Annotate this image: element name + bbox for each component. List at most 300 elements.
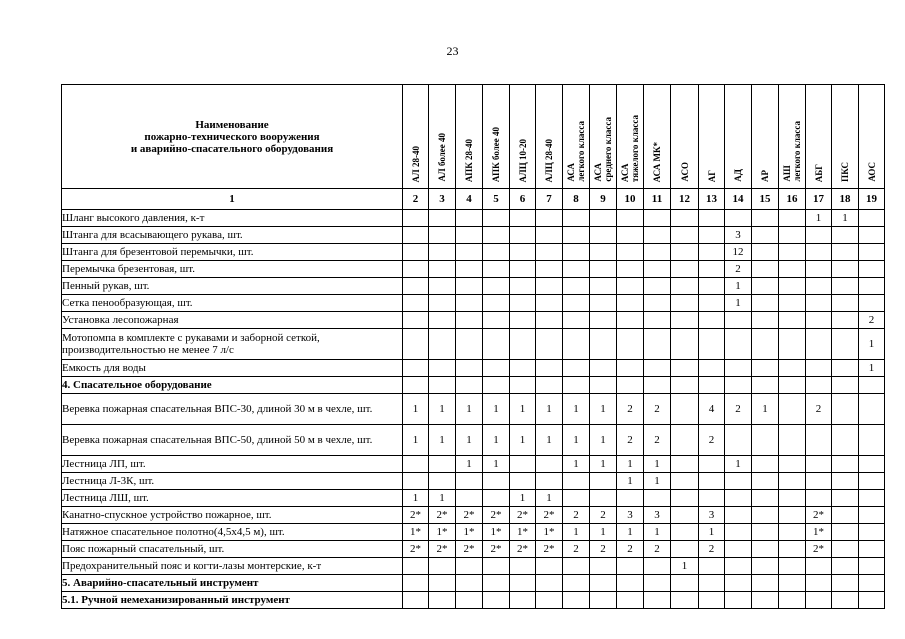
value-cell [806,456,832,473]
value-cell [752,425,779,456]
value-cell: 1* [429,524,456,541]
value-cell [859,541,885,558]
column-number: 8 [563,189,590,210]
value-cell [536,473,563,490]
value-cell [806,360,832,377]
value-cell [752,312,779,329]
row-name: Лестница Л-3К, шт. [62,473,403,490]
header-column-label [840,162,850,182]
value-cell: 3 [617,507,644,524]
value-cell [510,295,536,312]
value-cell [483,558,510,575]
table-row [62,524,885,541]
value-cell [617,261,644,278]
value-cell [563,377,590,394]
value-cell [644,210,671,227]
value-cell [483,295,510,312]
value-cell: 1 [617,524,644,541]
column-number: 18 [832,189,859,210]
value-cell [752,377,779,394]
value-cell [859,295,885,312]
row-name: Штанга для брезентовой перемычки, шт. [62,244,403,261]
value-cell [752,592,779,609]
value-cell [429,456,456,473]
value-cell: 1* [806,524,832,541]
value-cell: 2 [617,425,644,456]
value-cell: 1 [806,210,832,227]
value-cell [483,575,510,592]
value-cell [429,227,456,244]
value-cell [779,541,806,558]
column-number: 19 [859,189,885,210]
value-cell [779,456,806,473]
value-cell [403,227,429,244]
value-cell [483,360,510,377]
value-cell [779,558,806,575]
value-cell [671,377,699,394]
value-cell [779,227,806,244]
value-cell [752,507,779,524]
table-row [62,507,885,524]
value-cell [779,210,806,227]
header-column-label [814,164,824,182]
value-cell [429,278,456,295]
column-number: 9 [590,189,617,210]
header-column-line: АСА [566,163,576,182]
value-cell [832,575,859,592]
value-cell [699,210,725,227]
value-cell [671,592,699,609]
header-column-line: АЛЦ 10-20 [517,138,528,182]
value-cell [779,524,806,541]
value-cell [752,541,779,558]
value-cell: 2* [483,541,510,558]
header-column-line: АСА [620,163,630,182]
value-cell: 1* [510,524,536,541]
value-cell [699,558,725,575]
section-row [62,377,885,394]
value-cell: 1 [590,456,617,473]
value-cell [779,490,806,507]
value-cell: 2* [536,507,563,524]
row-name: Лестница ЛШ, шт. [62,490,403,507]
header-column-label [593,117,613,182]
value-cell: 1 [456,425,483,456]
value-cell [699,360,725,377]
value-cell [671,227,699,244]
value-cell [456,329,483,360]
value-cell [483,592,510,609]
value-cell [617,490,644,507]
header-column [725,85,752,189]
value-cell [671,473,699,490]
value-cell [832,227,859,244]
row-name: Пояс пожарный спасательный, шт. [62,541,403,558]
value-cell [779,329,806,360]
value-cell: 2 [563,541,590,558]
value-cell [859,490,885,507]
value-cell [617,278,644,295]
equipment-table [61,84,885,609]
value-cell [429,329,456,360]
value-cell [671,261,699,278]
value-cell [483,244,510,261]
value-cell [536,456,563,473]
value-cell [752,490,779,507]
value-cell: 1 [725,295,752,312]
value-cell [617,558,644,575]
page-number: 23 [446,44,459,58]
row-name: Веревка пожарная спасательная ВПС-50, длиной 50 м в чехле, шт. [62,425,403,456]
value-cell [563,312,590,329]
value-cell [779,360,806,377]
value-cell [832,312,859,329]
value-cell [725,592,752,609]
value-cell [483,210,510,227]
value-cell [403,312,429,329]
header-column [429,85,456,189]
value-cell: 1 [725,456,752,473]
header-column-line: легкого класса [792,121,802,182]
value-cell: 1 [510,394,536,425]
value-cell: 2 [590,507,617,524]
value-cell: 1 [859,360,885,377]
value-cell [536,329,563,360]
value-cell [403,592,429,609]
value-cell [563,210,590,227]
column-number: 3 [429,189,456,210]
value-cell [403,575,429,592]
value-cell: 2 [644,394,671,425]
value-cell [725,312,752,329]
table-row [62,295,885,312]
row-name: Мотопомпа в комплекте с рукавами и заборной сеткой, производительностью не менее 7 л/с [62,329,403,360]
value-cell [725,575,752,592]
value-cell: 12 [725,244,752,261]
value-cell: 1 [563,394,590,425]
value-cell [510,227,536,244]
column-number: 16 [779,189,806,210]
value-cell: 1 [403,490,429,507]
table-row [62,312,885,329]
header-column-label [620,115,640,182]
table-row [62,473,885,490]
value-cell: 1 [590,524,617,541]
value-cell [456,473,483,490]
value-cell [536,210,563,227]
header-column-label [733,169,743,182]
value-cell [536,377,563,394]
value-cell [725,329,752,360]
value-cell: 1 [617,473,644,490]
value-cell: 2* [429,507,456,524]
row-name: Шланг высокого давления, к-т [62,210,403,227]
header-name-line: и аварийно-спасательного оборудования [130,142,334,155]
column-number: 4 [456,189,483,210]
value-cell: 2 [644,541,671,558]
value-cell [859,227,885,244]
header-column [617,85,644,189]
value-cell: 2 [563,507,590,524]
value-cell [752,360,779,377]
value-cell [725,558,752,575]
value-cell: 1 [403,394,429,425]
value-cell [832,329,859,360]
header-column [779,85,806,189]
value-cell [644,558,671,575]
value-cell [563,575,590,592]
value-cell [456,244,483,261]
value-cell [779,261,806,278]
header-column [510,85,536,189]
value-cell [456,575,483,592]
value-cell [536,261,563,278]
header-column-line: АР [760,170,770,182]
value-cell [536,558,563,575]
value-cell [779,394,806,425]
value-cell [590,312,617,329]
value-cell [779,507,806,524]
row-name: Пенный рукав, шт. [62,278,403,295]
value-cell [617,575,644,592]
value-cell [806,329,832,360]
value-cell [456,360,483,377]
column-number: 17 [806,189,832,210]
value-cell [725,210,752,227]
value-cell [590,295,617,312]
header-column-label [411,146,421,182]
table-row [62,227,885,244]
value-cell [563,227,590,244]
value-cell [725,425,752,456]
value-cell: 1 [563,456,590,473]
value-cell [563,278,590,295]
value-cell [510,210,536,227]
value-cell [832,377,859,394]
value-cell: 1* [403,524,429,541]
value-cell: 1 [563,524,590,541]
value-cell [699,490,725,507]
header-column-line: АБГ [813,163,824,182]
value-cell: 1 [590,425,617,456]
value-cell: 2 [859,312,885,329]
value-cell [832,360,859,377]
value-cell [725,377,752,394]
value-cell [806,244,832,261]
value-cell [699,312,725,329]
header-column-line: легкого класса [576,121,586,182]
value-cell [806,490,832,507]
value-cell [563,244,590,261]
value-cell [806,592,832,609]
header-column-line: АД [733,169,743,182]
value-cell [859,507,885,524]
header-column [832,85,859,189]
row-name: Веревка пожарная спасательная ВПС-30, длиной 30 м в чехле, шт. [62,394,403,425]
value-cell [403,261,429,278]
value-cell [403,278,429,295]
section-row [62,575,885,592]
row-name: Установка лесопожарная [62,312,403,329]
value-cell [644,377,671,394]
value-cell [752,456,779,473]
value-cell [590,278,617,295]
section-title: 5. Аварийно-спасательный инструмент [62,575,403,592]
value-cell [483,278,510,295]
value-cell: 2 [590,541,617,558]
value-cell [429,473,456,490]
value-cell [671,394,699,425]
value-cell [752,227,779,244]
value-cell [671,278,699,295]
value-cell [510,244,536,261]
value-cell [752,210,779,227]
header-column [563,85,590,189]
header-column-label [782,121,802,182]
value-cell [779,473,806,490]
value-cell [806,575,832,592]
value-cell [563,592,590,609]
value-cell [832,592,859,609]
value-cell [671,575,699,592]
value-cell [483,473,510,490]
value-cell [644,329,671,360]
value-cell [671,541,699,558]
header-column [699,85,725,189]
header-column-line: АШ [782,165,792,182]
value-cell [832,507,859,524]
value-cell [859,210,885,227]
value-cell [699,575,725,592]
header-column [806,85,832,189]
value-cell [806,558,832,575]
value-cell [617,377,644,394]
value-cell: 4 [699,394,725,425]
value-cell: 1 [563,425,590,456]
value-cell [671,329,699,360]
header-column-label [707,170,717,182]
value-cell [510,456,536,473]
value-cell [699,329,725,360]
row-name: Канатно-спускное устройство пожарное, шт. [62,507,403,524]
value-cell [563,329,590,360]
value-cell: 2* [510,541,536,558]
value-cell: 1 [510,490,536,507]
value-cell [429,575,456,592]
value-cell [832,278,859,295]
value-cell [671,295,699,312]
value-cell [644,295,671,312]
value-cell [617,312,644,329]
value-cell [536,244,563,261]
header-column-label [680,162,690,182]
value-cell [510,360,536,377]
value-cell: 2* [429,541,456,558]
value-cell [832,295,859,312]
value-cell [806,278,832,295]
value-cell [779,312,806,329]
value-cell [725,473,752,490]
value-cell [456,312,483,329]
table-row [62,210,885,227]
value-cell [859,524,885,541]
value-cell [617,244,644,261]
value-cell [456,592,483,609]
column-number: 14 [725,189,752,210]
value-cell [832,473,859,490]
value-cell [752,244,779,261]
column-number: 13 [699,189,725,210]
value-cell: 2 [699,541,725,558]
header-column [456,85,483,189]
value-cell: 1 [752,394,779,425]
section-row [62,592,885,609]
value-cell [699,244,725,261]
table-row [62,541,885,558]
value-cell [403,558,429,575]
header-column-line: АСА [593,163,603,182]
value-cell [859,592,885,609]
header-column-line: АЛ более 40 [437,133,447,182]
value-cell [429,244,456,261]
value-cell: 2 [725,261,752,278]
value-cell: 1* [456,524,483,541]
value-cell [832,541,859,558]
value-cell: 1* [536,524,563,541]
value-cell: 1 [644,473,671,490]
table-row [62,329,885,360]
value-cell [806,377,832,394]
value-cell [429,312,456,329]
value-cell [671,507,699,524]
value-cell [671,210,699,227]
value-cell: 2 [725,394,752,425]
value-cell: 2* [456,541,483,558]
header-column [590,85,617,189]
value-cell [456,261,483,278]
table-row [62,278,885,295]
value-cell [699,377,725,394]
value-cell [699,592,725,609]
value-cell [752,261,779,278]
value-cell [617,227,644,244]
value-cell [752,278,779,295]
value-cell: 1 [644,456,671,473]
value-cell [510,575,536,592]
value-cell [779,425,806,456]
header-column-label [652,142,662,182]
value-cell [563,490,590,507]
value-cell [590,210,617,227]
value-cell [403,295,429,312]
header-column-label [491,127,501,182]
value-cell [563,360,590,377]
value-cell [671,456,699,473]
value-cell [752,524,779,541]
value-cell: 1 [590,394,617,425]
row-name: Штанга для всасывающего рукава, шт. [62,227,403,244]
header-column-line: АСО [679,162,690,182]
value-cell [859,473,885,490]
header-name-line: Наименование [195,118,269,131]
value-cell [644,592,671,609]
header-column-line: ПКС [840,162,850,182]
value-cell [644,490,671,507]
value-cell [832,261,859,278]
value-cell [456,558,483,575]
value-cell [456,227,483,244]
table-row [62,456,885,473]
